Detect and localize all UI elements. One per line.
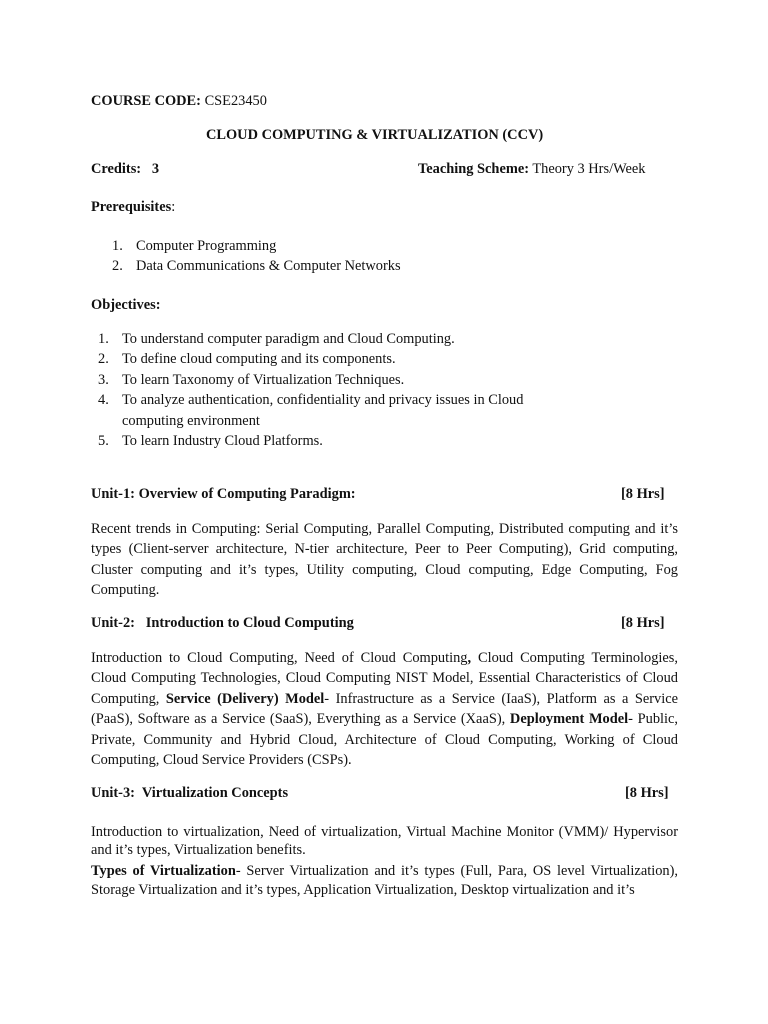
teaching-scheme-line [418, 161, 645, 178]
unit-2-heading [91, 615, 354, 632]
list-item-number: 1. [98, 331, 109, 347]
course-code-label: COURSE CODE: [91, 93, 201, 109]
unit-hours: [8 Hrs] [621, 486, 665, 502]
objectives-heading-text: Objectives: [91, 297, 161, 313]
unit-hours: [8 Hrs] [621, 615, 665, 631]
prerequisites-list [112, 236, 401, 277]
list-item-text: To learn Industry Cloud Platforms. [122, 433, 323, 450]
unit-title: Unit-2: Introduction to Cloud Computing [91, 615, 354, 631]
list-item-text: To define cloud computing and its components. [122, 351, 396, 368]
unit-2-body-part: Introduction to Cloud Computing, Need of Cloud Computing [91, 650, 468, 666]
credits-label: Credits: [91, 161, 142, 177]
types-of-virtualization-label: Types of Virtualization [91, 863, 236, 879]
unit-1-hours [621, 486, 665, 503]
unit-2-body-part: - Public, Private, Community and Hybrid Cloud, Architecture of Cloud Computing, Working of Cloud Computing, Cloud Service Providers (CSPs). [91, 711, 679, 769]
credits-line [91, 161, 159, 178]
list-item-text-continued: computing environment [122, 412, 260, 429]
unit-3-body: Introduction to virtualization, Need of virtualization, Virtual Machine Monitor (VMM)/ Hypervisor and it’s types, Virtualization benefits. [91, 824, 678, 858]
list-item-text: To learn Taxonomy of Virtualization Techniques. [122, 371, 405, 388]
unit-2-body-comma: , [467, 650, 472, 666]
course-title-text: CLOUD COMPUTING & VIRTUALIZATION (CCV) [206, 127, 544, 143]
list-item-number: 1. [112, 238, 123, 254]
course-code-line [91, 93, 267, 110]
objectives-list [98, 329, 523, 451]
unit-3-hours [625, 785, 669, 802]
course-title [206, 127, 543, 144]
list-item-number: 4. [98, 392, 109, 409]
list-item [98, 431, 523, 451]
teaching-scheme-value: Theory 3 Hrs/Week [532, 161, 646, 177]
unit-1-body: Recent trends in Computing: Serial Computing, Parallel Computing, Distributed computing and it’s types (Client-server architecture, N-tier architecture, Peer to Peer Computing), Grid computing, Cluster computing and it’s types, Utility computing, Cloud computing, Edge Computing, Fog Computing. [91, 521, 678, 599]
unit-1-heading [91, 486, 356, 503]
list-item-text: Data Communications & Computer Networks [136, 258, 401, 275]
unit-3-heading [91, 785, 288, 802]
unit-2-hours [621, 615, 665, 632]
list-item-number: 2. [98, 351, 109, 368]
unit-3-types [91, 862, 678, 900]
credits-value: 3 [151, 161, 160, 177]
list-item [98, 329, 523, 349]
unit-title: Unit-1: Overview of Computing Paradigm: [91, 486, 356, 502]
list-item-number: 5. [98, 433, 109, 450]
list-item-number: 2. [112, 258, 123, 275]
list-item [98, 370, 523, 390]
list-item-text: To analyze authentication, confidentiality and privacy issues in Cloud [122, 392, 524, 409]
list-item [98, 390, 523, 431]
list-item-text: Computer Programming [136, 238, 277, 254]
list-item [98, 349, 523, 369]
unit-2-body [91, 648, 678, 770]
unit-hours: [8 Hrs] [625, 785, 669, 801]
list-item [112, 256, 401, 276]
objectives-heading [91, 297, 161, 314]
deployment-model-label: Deployment Model [509, 711, 629, 728]
prerequisites-heading-text: Prerequisites [91, 199, 172, 215]
types-of-virtualization-body: - Server Virtualization and it’s types (Full, Para, OS level Virtualization), Storage Virtualization and it’s types, Application Virtualization, Desktop virtualization and it’s [91, 863, 678, 898]
unit-title: Unit-3: Virtualization Concepts [91, 785, 289, 801]
prerequisites-heading: Prerequisites: [91, 199, 176, 215]
unit-2-body-part: Cloud Computing Terminologies, Cloud Computing Technologies, Cloud Computing NIST Model, Essential Characteristics of Cloud Computing, [91, 650, 679, 707]
list-item-text: To understand computer paradigm and Cloud Computing. [122, 331, 455, 347]
list-item-number: 3. [98, 371, 109, 388]
list-item [112, 236, 401, 256]
service-model-label: Service (Delivery) Model [165, 690, 325, 707]
unit-2-body-part: - Infrastructure as a Service (IaaS), Platform as a Service (PaaS), Software as a Service (SaaS), Everything as a Service (XaaS), [91, 690, 678, 728]
course-code-value: CSE23450 [204, 93, 267, 109]
teaching-scheme-label: Teaching Scheme: [418, 161, 529, 177]
